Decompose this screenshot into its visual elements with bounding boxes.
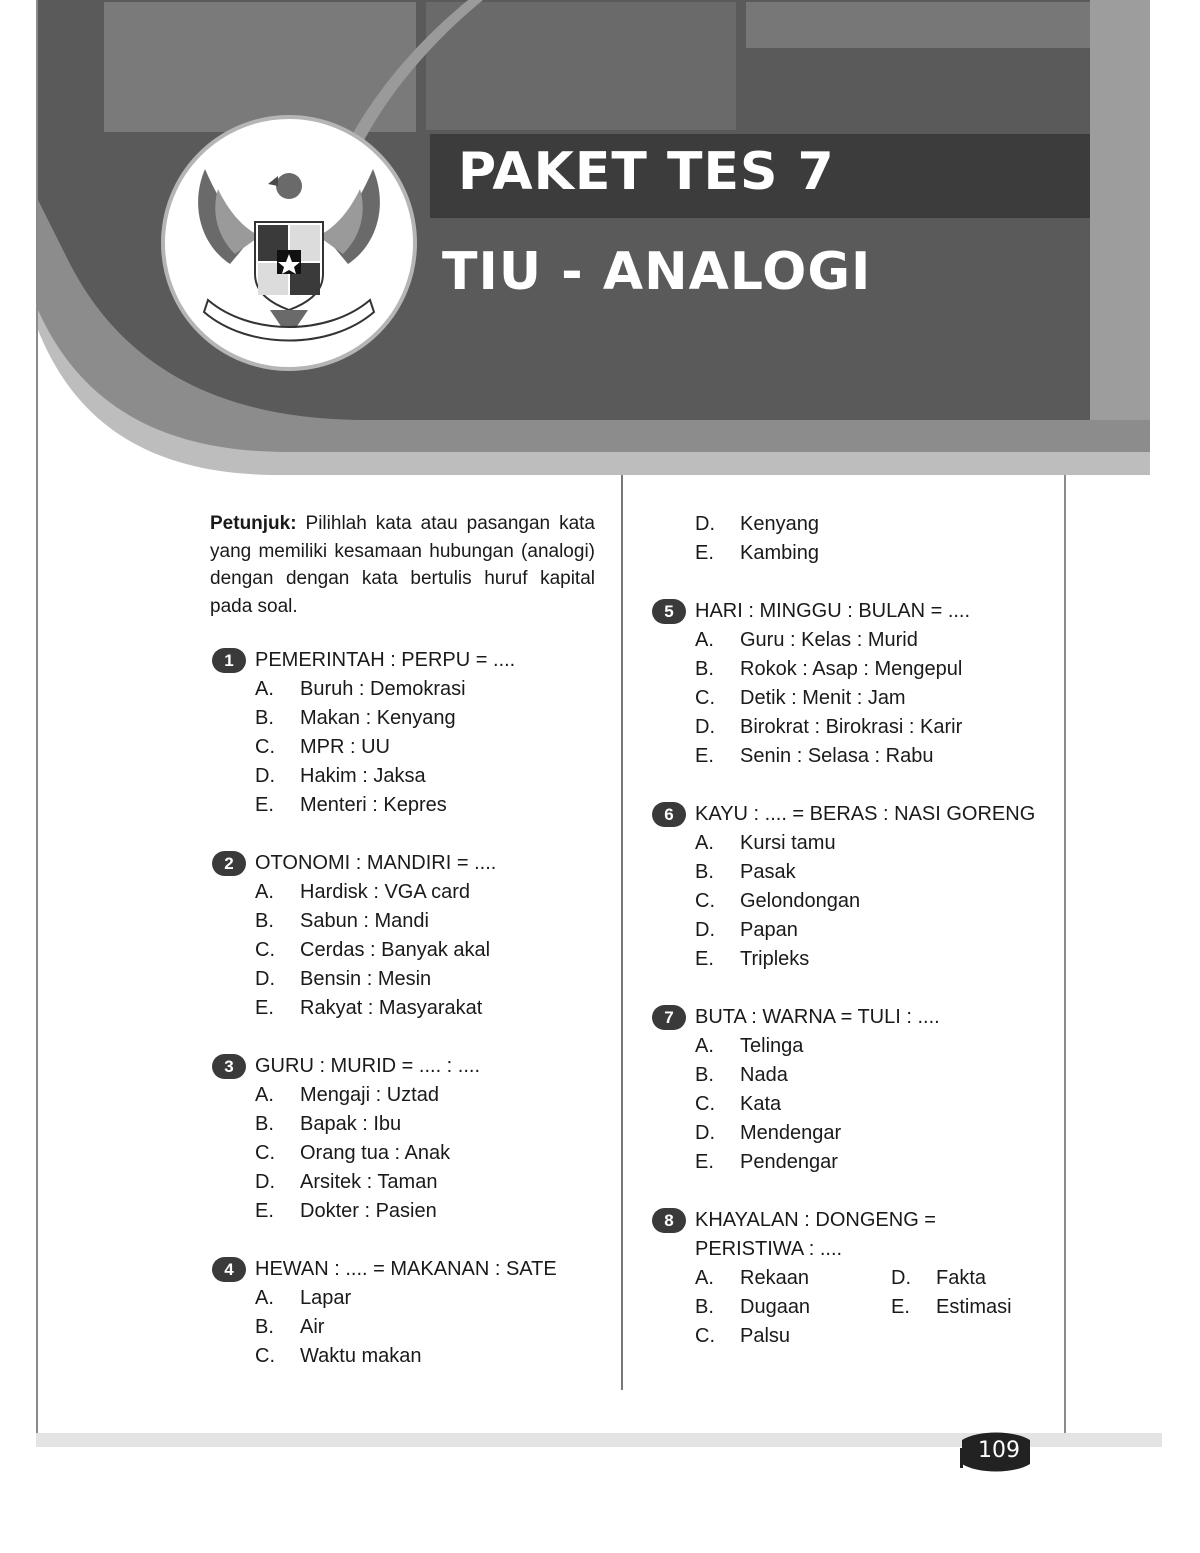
option-text: Waktu makan: [300, 1345, 422, 1367]
option-item: [210, 733, 595, 762]
option-text: Cerdas : Banyak akal: [300, 939, 491, 961]
option-item: [210, 1110, 595, 1139]
option-item: [210, 994, 595, 1023]
option-letter: E.: [255, 794, 274, 816]
option-item: [650, 887, 1040, 916]
option-item: [210, 1081, 595, 1110]
option-text: MPR : UU: [300, 736, 390, 758]
question-3: [210, 1052, 595, 1226]
option-letter: E.: [695, 948, 714, 970]
question-stem: GURU : MURID = .... : ....: [255, 1055, 481, 1077]
option-item: [650, 713, 1040, 742]
option-text: Makan : Kenyang: [300, 707, 456, 729]
option-item: [210, 936, 595, 965]
option-item: [210, 1284, 595, 1313]
question-number-badge: 5: [652, 599, 686, 624]
left-column: [210, 510, 595, 1400]
option-text: Hakim : Jaksa: [300, 765, 426, 787]
option-letter: D.: [695, 513, 715, 535]
option-letter: A.: [695, 629, 714, 651]
option-letter: B.: [255, 1316, 274, 1338]
option-letter: C.: [695, 1325, 715, 1347]
question-number-badge: 8: [652, 1208, 686, 1233]
question-number-badge: 4: [212, 1257, 246, 1282]
option-text: Detik : Menit : Jam: [740, 687, 906, 709]
question-8: [650, 1206, 1040, 1351]
option-letter: D.: [695, 1122, 715, 1144]
option-item: [210, 762, 595, 791]
option-text: Rokok : Asap : Mengepul: [740, 658, 963, 680]
question-4: [210, 1255, 595, 1371]
question-1: [210, 646, 595, 820]
option-text: Fakta: [936, 1267, 987, 1289]
right-column: [650, 510, 1040, 1380]
option-letter: A.: [695, 832, 714, 854]
option-item: [210, 965, 595, 994]
option-item: [650, 684, 1040, 713]
question-stem: HEWAN : .... = MAKANAN : SATE: [255, 1258, 557, 1280]
question-stem: PEMERINTAH : PERPU = ....: [255, 649, 516, 671]
option-letter: B.: [255, 707, 274, 729]
option-text: Lapar: [300, 1287, 352, 1309]
question-stem: HARI : MINGGU : BULAN = ....: [695, 600, 971, 622]
page-number: 109: [978, 1438, 1020, 1463]
option-text: Kenyang: [740, 513, 819, 535]
option-text: Sabun : Mandi: [300, 910, 429, 932]
option-letter: E.: [695, 745, 714, 767]
option-letter: C.: [695, 687, 715, 709]
option-letter: C.: [695, 1093, 715, 1115]
option-item: [891, 1264, 1041, 1293]
page-subtitle: TIU - ANALOGI: [442, 242, 872, 302]
option-letter: D.: [255, 765, 275, 787]
option-letter: C.: [255, 939, 275, 961]
option-item: [210, 704, 595, 733]
option-letter: D.: [255, 1171, 275, 1193]
option-text: Kambing: [740, 542, 819, 564]
option-text: Mendengar: [740, 1122, 842, 1144]
question-stem: BUTA : WARNA = TULI : ....: [695, 1006, 940, 1028]
option-text: Rakyat : Masyarakat: [300, 997, 483, 1019]
question-2: [210, 849, 595, 1023]
option-item: [210, 1168, 595, 1197]
option-item: [210, 878, 595, 907]
option-letter: A.: [695, 1035, 714, 1057]
option-text: Kursi tamu: [740, 832, 836, 854]
option-text: Dokter : Pasien: [300, 1200, 437, 1222]
option-letter: A.: [255, 678, 274, 700]
option-letter: A.: [255, 1287, 274, 1309]
option-letter: B.: [255, 1113, 274, 1135]
question-number-badge: 6: [652, 802, 686, 827]
option-letter: E.: [891, 1296, 910, 1318]
option-item: [650, 1090, 1040, 1119]
options-grid: [650, 1264, 1040, 1351]
option-item: [210, 1313, 595, 1342]
option-text: Palsu: [740, 1325, 791, 1347]
option-item: [650, 1148, 1040, 1177]
option-text: Hardisk : VGA card: [300, 881, 471, 903]
option-letter: D.: [695, 716, 715, 738]
option-item: [650, 916, 1040, 945]
option-item: [650, 858, 1040, 887]
option-item: [650, 742, 1040, 771]
option-letter: B.: [695, 861, 714, 883]
option-letter: D.: [891, 1267, 911, 1289]
instructions-text: Pilihlah kata atau pasangan kata yang memiliki kesamaan hubungan (analogi) dengan dengan kata bertulis huruf kapital pada soal.: [210, 513, 595, 617]
garuda-emblem-logo: [160, 114, 418, 372]
option-letter: C.: [255, 1142, 275, 1164]
question-5: [650, 597, 1040, 771]
option-item: [695, 1322, 891, 1351]
option-text: Nada: [740, 1064, 788, 1086]
option-item: [695, 1293, 891, 1322]
option-item: [210, 907, 595, 936]
option-text: Air: [300, 1316, 325, 1338]
option-text: Orang tua : Anak: [300, 1142, 451, 1164]
column-divider: [621, 475, 623, 1390]
page-number-badge: [958, 1430, 1034, 1474]
option-letter: D.: [695, 919, 715, 941]
option-text: Arsitek : Taman: [300, 1171, 438, 1193]
question-4-continued: [650, 510, 1040, 568]
option-letter: B.: [695, 1296, 714, 1318]
option-item: [650, 1032, 1040, 1061]
option-letter: A.: [255, 881, 274, 903]
option-item: [210, 1342, 595, 1371]
option-item: [650, 655, 1040, 684]
option-item: [210, 1139, 595, 1168]
question-stem: OTONOMI : MANDIRI = ....: [255, 852, 497, 874]
option-text: Estimasi: [936, 1296, 1012, 1318]
option-text: Mengaji : Uztad: [300, 1084, 439, 1106]
option-text: Kata: [740, 1093, 782, 1115]
option-text: Bapak : Ibu: [300, 1113, 402, 1135]
header-banner: [38, 0, 1150, 475]
option-item: [891, 1293, 1041, 1322]
option-letter: C.: [255, 1345, 275, 1367]
option-item: [210, 1197, 595, 1226]
question-number-badge: 3: [212, 1054, 246, 1079]
option-text: Pasak: [740, 861, 796, 883]
question-number-badge: 2: [212, 851, 246, 876]
option-text: Papan: [740, 919, 798, 941]
option-text: Rekaan: [740, 1267, 809, 1289]
option-text: Guru : Kelas : Murid: [740, 629, 918, 651]
option-text: Birokrat : Birokrasi : Karir: [740, 716, 963, 738]
option-letter: E.: [255, 1200, 274, 1222]
option-text: Buruh : Demokrasi: [300, 678, 466, 700]
option-letter: B.: [255, 910, 274, 932]
option-item: [695, 1264, 891, 1293]
option-text: Dugaan: [740, 1296, 811, 1318]
question-stem: KHAYALAN : DONGENG = PERISTIWA : ....: [695, 1209, 936, 1260]
option-letter: E.: [695, 542, 714, 564]
option-text: Senin : Selasa : Rabu: [740, 745, 934, 767]
option-text: Bensin : Mesin: [300, 968, 432, 990]
option-letter: E.: [695, 1151, 714, 1173]
question-7: [650, 1003, 1040, 1177]
question-6: [650, 800, 1040, 974]
option-item: [650, 1119, 1040, 1148]
option-text: Gelondongan: [740, 890, 861, 912]
option-letter: B.: [695, 658, 714, 680]
option-letter: E.: [255, 997, 274, 1019]
option-text: Pendengar: [740, 1151, 838, 1173]
page-frame-right: [1064, 475, 1066, 1445]
option-letter: A.: [255, 1084, 274, 1106]
instructions: [210, 510, 595, 620]
option-letter: A.: [695, 1267, 714, 1289]
option-letter: B.: [695, 1064, 714, 1086]
option-text: Menteri : Kepres: [300, 794, 447, 816]
question-stem: KAYU : .... = BERAS : NASI GORENG: [695, 803, 1036, 825]
option-item: [650, 829, 1040, 858]
question-number-badge: 1: [212, 648, 246, 673]
option-text: Tripleks: [740, 948, 810, 970]
page-title: PAKET TES 7: [458, 142, 835, 202]
option-item: [650, 1061, 1040, 1090]
option-item: [650, 539, 1040, 568]
option-letter: C.: [695, 890, 715, 912]
option-item: [650, 510, 1040, 539]
option-item: [210, 675, 595, 704]
option-letter: C.: [255, 736, 275, 758]
option-letter: D.: [255, 968, 275, 990]
option-item: [210, 791, 595, 820]
question-number-badge: 7: [652, 1005, 686, 1030]
option-item: [650, 945, 1040, 974]
option-text: Telinga: [740, 1035, 804, 1057]
instructions-label: Petunjuk:: [210, 513, 297, 534]
option-item: [650, 626, 1040, 655]
